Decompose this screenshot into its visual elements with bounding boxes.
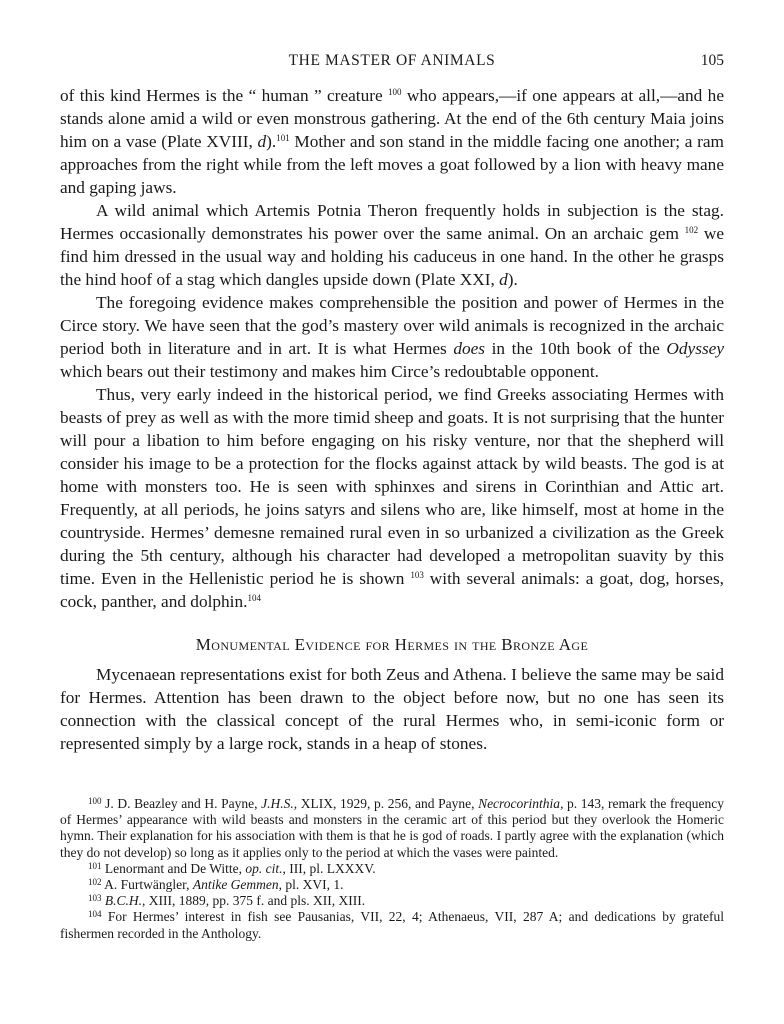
text-run: which bears out their testimony and makes him Circe’s redoubtable opponent. bbox=[60, 362, 599, 381]
italic-text: op. cit. bbox=[245, 860, 283, 876]
paragraph bbox=[60, 291, 724, 383]
text-run: , p. 143, remark the frequency of Hermes’ appearance with wild beasts and monsters in the ceramic art of this period but they overlook the Homeric hymn. Their explanation for his association with them is that he is god of roads. I partly agree with the explanation (which they do not develop) so long as it applies only to the period at which the vases were painted. bbox=[60, 796, 724, 860]
footnote-number: 104 bbox=[88, 909, 102, 920]
paragraph bbox=[60, 199, 724, 291]
footnote bbox=[60, 796, 724, 861]
footnote bbox=[60, 877, 724, 893]
italic-text: does bbox=[453, 339, 486, 358]
page-number: 105 bbox=[700, 52, 724, 69]
text-run: A. Furtwängler, bbox=[101, 877, 193, 893]
italic-text: Antike Gemmen bbox=[192, 877, 279, 893]
text-run: J. D. Beazley and H. Payne, bbox=[101, 796, 262, 811]
text-run: For Hermes’ interest in fish see Pausanias, VII, 22, 4; Athenaeus, VII, 287 A; and dedications by grateful fishermen recorded in the Anthology. bbox=[60, 909, 724, 941]
italic-text: d bbox=[499, 270, 508, 289]
paragraph bbox=[60, 383, 724, 613]
footnote bbox=[60, 909, 724, 941]
text-run: in the 10th book of the bbox=[485, 339, 667, 358]
italic-text: J.H.S. bbox=[261, 796, 294, 811]
section-heading: Monumental Evidence for Hermes in the Bronze Age bbox=[195, 635, 589, 654]
text-run: , pl. XVI, 1. bbox=[278, 877, 344, 893]
text-run: A wild animal which Artemis Potnia Theron frequently holds in subjection is the stag. Hermes occasionally demonstrates his power over the same animal. On an archaic gem bbox=[60, 201, 724, 243]
text-run: ). bbox=[507, 270, 518, 289]
footnote bbox=[60, 861, 724, 877]
section-paragraphs bbox=[60, 663, 724, 755]
text-run: The foregoing evidence makes comprehensible the position and power of Hermes in the Circe story. We have seen that the god’s mastery over wild animals is recognized in the archaic period both in literature and in art. It is what Hermes bbox=[60, 293, 724, 358]
footnote-ref[interactable]: 101 bbox=[276, 133, 290, 143]
text-run: of this kind Hermes is the “ human ” creature bbox=[60, 86, 388, 105]
footnote-ref[interactable]: 102 bbox=[684, 225, 699, 235]
footnote-number: 101 bbox=[88, 860, 102, 871]
body-paragraphs bbox=[60, 84, 724, 613]
text-run: who appears,—if one appears at all,—and he stands alone amid a wild or even monstrous gathering. At the end of the 6th century Maia joins him on a vase (Plate XVIII, bbox=[60, 86, 724, 151]
footnote-ref[interactable]: 100 bbox=[388, 87, 402, 97]
running-title: THE MASTER OF ANIMALS bbox=[288, 52, 496, 69]
paragraph bbox=[60, 663, 724, 755]
text-run: ). bbox=[266, 132, 277, 151]
text-run: , XLIX, 1929, p. 256, and Payne, bbox=[293, 796, 479, 811]
main-text bbox=[60, 84, 724, 755]
text-run: Mycenaean representations exist for both Zeus and Athena. I believe the same may be said for Hermes. Attention has been drawn to the object before now, but no one has seen its connection with the classical concept of the rural Hermes who, in semi-iconic form or represented simply by a large rock, stands in a heap of stones. bbox=[60, 665, 724, 753]
text-run: , XIII, 1889, pp. 375 f. and pls. XII, XIII. bbox=[142, 893, 366, 909]
footnote-ref[interactable]: 103 bbox=[410, 570, 424, 580]
italic-text: d bbox=[257, 132, 267, 151]
footnote bbox=[60, 893, 724, 909]
text-run: Thus, very early indeed in the historical period, we find Greeks associating Hermes with beasts of prey as well as with the more timid sheep and goats. It is not surprising that the hunter will pour a libation to him before engaging on his risky venture, nor that the shepherd will consider his image to be a protection for the flocks against attack by wild beasts. The god is at home with monsters too. He is seen with sphinxes and sirens in Corinthian and Attic art. Frequently, at all periods, he joins satyrs and silens who are, like himself, most at home in the countryside. Hermes’ demesne remained rural even in so urbanized a civilization as the Greek during the 5th century, although his character had developed a metropolitan suavity by this time. Even in the Hellenistic period he is shown bbox=[60, 385, 724, 588]
italic-text: Odyssey bbox=[666, 339, 725, 358]
text-run: we find him dressed in the usual way and holding his caduceus in one hand. In the other he grasps the hind hoof of a stag which dangles upside down (Plate XXI, bbox=[60, 224, 724, 289]
footnote-number: 103 bbox=[88, 893, 102, 904]
footnote-ref[interactable]: 104 bbox=[247, 593, 261, 603]
footnotes bbox=[60, 796, 724, 942]
text-run: , III, pl. LXXXV. bbox=[282, 860, 376, 876]
text-run: Mother and son stand in the middle facing one another; a ram approaches from the right while from the left moves a goat followed by a lion with heavy mane and gaping jaws. bbox=[60, 132, 724, 197]
footnote-number: 102 bbox=[88, 877, 102, 888]
italic-text: Necrocorinthia bbox=[478, 796, 561, 811]
text-run: Lenormant and De Witte, bbox=[101, 860, 246, 876]
footnote-number: 100 bbox=[88, 796, 102, 806]
paragraph bbox=[60, 84, 724, 199]
text-run: with several animals: a goat, dog, horses, cock, panther, and dolphin. bbox=[60, 569, 724, 611]
italic-text: B.C.H. bbox=[104, 893, 142, 909]
